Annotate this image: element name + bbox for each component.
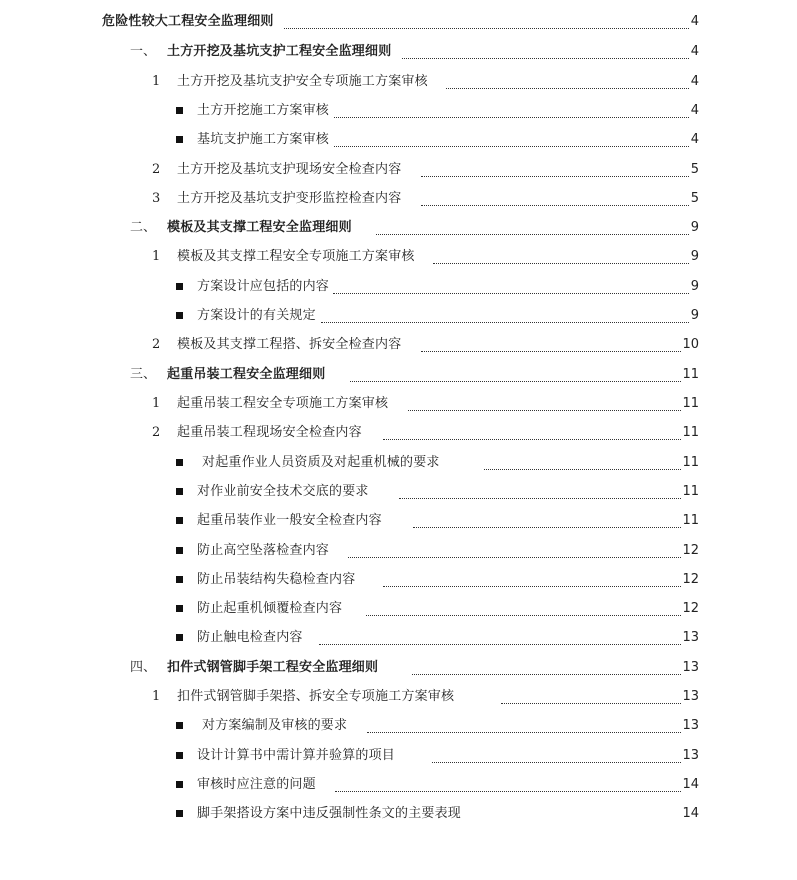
toc-entry[interactable] — [0, 624, 797, 652]
toc-page-number: 9 — [690, 308, 699, 323]
leader-dots — [484, 469, 681, 470]
toc-title: 防止高空坠落检查内容 — [197, 543, 330, 558]
toc-entry[interactable] — [0, 537, 797, 565]
toc-page-number: 13 — [682, 718, 699, 733]
toc-title: 脚手架搭设方案中违反强制性条文的主要表现 — [197, 806, 462, 821]
toc-number: 2 — [152, 425, 161, 440]
leader-dots — [412, 674, 681, 675]
toc-title: 对作业前安全技术交底的要求 — [197, 484, 369, 499]
bullet-icon — [176, 752, 183, 759]
toc-number: 三、 — [130, 367, 157, 382]
toc-entry[interactable] — [0, 566, 797, 594]
toc-page-number: 11 — [682, 367, 699, 382]
toc-entry[interactable] — [0, 38, 797, 66]
toc-page-number: 4 — [690, 74, 699, 89]
toc-number: 1 — [152, 396, 161, 411]
leader-dots — [432, 762, 681, 763]
toc-entry[interactable] — [0, 243, 797, 271]
toc-page-number: 4 — [690, 44, 699, 59]
toc-entry[interactable] — [0, 419, 797, 447]
leader-dots — [348, 557, 681, 558]
toc-page-number: 11 — [682, 484, 699, 499]
leader-dots — [333, 293, 689, 294]
toc-entry[interactable] — [0, 8, 797, 36]
leader-dots — [367, 732, 681, 733]
toc-page-number: 5 — [690, 162, 699, 177]
toc-entry[interactable] — [0, 478, 797, 506]
bullet-icon — [176, 781, 183, 788]
toc-number: 1 — [152, 249, 161, 264]
toc-entry[interactable] — [0, 595, 797, 623]
toc-number: 2 — [152, 162, 161, 177]
leader-dots — [421, 351, 681, 352]
toc-page-number: 4 — [690, 132, 699, 147]
toc-page-number: 13 — [682, 660, 699, 675]
leader-dots — [376, 234, 689, 235]
toc-title: 土方开挖及基坑支护安全专项施工方案审核 — [177, 74, 428, 89]
toc-title: 土方开挖施工方案审核 — [197, 103, 330, 118]
leader-dots — [402, 58, 689, 59]
toc-title: 起重吊装作业一般安全检查内容 — [197, 513, 382, 528]
bullet-icon — [176, 810, 183, 817]
leader-dots — [446, 88, 689, 89]
leader-dots — [350, 381, 681, 382]
toc-entry[interactable] — [0, 185, 797, 213]
toc-title: 模板及其支撑工程安全专项施工方案审核 — [177, 249, 415, 264]
toc-page-number: 11 — [682, 455, 699, 470]
toc-page-number: 9 — [690, 220, 699, 235]
leader-dots — [383, 586, 681, 587]
toc-page-number: 14 — [682, 806, 699, 821]
toc-title: 危险性较大工程安全监理细则 — [102, 14, 274, 29]
toc-entry[interactable] — [0, 273, 797, 301]
toc-entry[interactable] — [0, 449, 797, 477]
toc-page-number: 12 — [682, 543, 699, 558]
toc-title: 土方开挖及基坑支护变形监控检查内容 — [177, 191, 402, 206]
leader-dots — [399, 498, 681, 499]
toc-page-number: 10 — [682, 337, 699, 352]
toc-title: 模板及其支撑工程搭、拆安全检查内容 — [177, 337, 402, 352]
toc-page-number: 11 — [682, 396, 699, 411]
toc-entry[interactable] — [0, 771, 797, 799]
leader-dots — [501, 703, 681, 704]
toc-title: 方案设计应包括的内容 — [197, 279, 330, 294]
toc-title: 扣件式钢管脚手架搭、拆安全专项施工方案审核 — [177, 689, 455, 704]
bullet-icon — [176, 312, 183, 319]
toc-title: 起重吊装工程安全监理细则 — [167, 367, 326, 382]
toc-title: 土方开挖及基坑支护现场安全检查内容 — [177, 162, 402, 177]
leader-dots — [321, 322, 689, 323]
toc-title: 土方开挖及基坑支护工程安全监理细则 — [167, 44, 392, 59]
bullet-icon — [176, 107, 183, 114]
toc-title: 防止触电检查内容 — [197, 630, 303, 645]
toc-entry[interactable] — [0, 302, 797, 330]
toc-entry[interactable] — [0, 214, 797, 242]
toc-title: 扣件式钢管脚手架工程安全监理细则 — [167, 660, 379, 675]
bullet-icon — [176, 488, 183, 495]
toc-entry[interactable] — [0, 683, 797, 711]
leader-dots — [421, 176, 689, 177]
leader-dots — [334, 117, 689, 118]
toc-entry[interactable] — [0, 742, 797, 770]
leader-dots — [421, 205, 689, 206]
toc-entry[interactable] — [0, 507, 797, 535]
toc-number: 1 — [152, 74, 161, 89]
leader-dots — [408, 410, 681, 411]
bullet-icon — [176, 576, 183, 583]
toc-entry[interactable] — [0, 126, 797, 154]
bullet-icon — [176, 459, 183, 466]
bullet-icon — [176, 136, 183, 143]
toc-number: 二、 — [130, 220, 157, 235]
toc-page-number: 9 — [690, 279, 699, 294]
toc-entry[interactable] — [0, 800, 797, 828]
toc-entry[interactable] — [0, 361, 797, 389]
toc-title: 起重吊装工程现场安全检查内容 — [177, 425, 362, 440]
toc-entry[interactable] — [0, 97, 797, 125]
toc-entry[interactable] — [0, 68, 797, 96]
toc-entry[interactable] — [0, 156, 797, 184]
bullet-icon — [176, 634, 183, 641]
leader-dots — [335, 791, 681, 792]
toc-number: 2 — [152, 337, 161, 352]
leader-dots — [383, 439, 681, 440]
toc-entry[interactable] — [0, 331, 797, 359]
toc-page-number: 5 — [690, 191, 699, 206]
toc-page-number: 13 — [682, 630, 699, 645]
toc-page-number: 11 — [682, 425, 699, 440]
bullet-icon — [176, 605, 183, 612]
toc-title: 审核时应注意的问题 — [197, 777, 316, 792]
leader-dots — [334, 146, 689, 147]
toc-title: 模板及其支撑工程安全监理细则 — [167, 220, 352, 235]
toc-title: 设计计算书中需计算并验算的项目 — [197, 748, 396, 763]
toc-page-number: 4 — [690, 103, 699, 118]
toc-title: 基坑支护施工方案审核 — [197, 132, 330, 147]
toc-number: 一、 — [130, 44, 157, 59]
leader-dots — [284, 28, 689, 29]
toc-entry[interactable] — [0, 654, 797, 682]
bullet-icon — [176, 517, 183, 524]
leader-dots — [433, 263, 689, 264]
toc-title: 对方案编制及审核的要求 — [202, 718, 348, 733]
toc-title: 方案设计的有关规定 — [197, 308, 316, 323]
toc-title: 防止起重机倾覆检查内容 — [197, 601, 343, 616]
bullet-icon — [176, 283, 183, 290]
toc-page-number: 13 — [682, 748, 699, 763]
toc-page-number: 9 — [690, 249, 699, 264]
toc-title: 对起重作业人员资质及对起重机械的要求 — [202, 455, 440, 470]
toc-number: 四、 — [130, 660, 157, 675]
toc-page-number: 14 — [682, 777, 699, 792]
toc-page-number: 12 — [682, 572, 699, 587]
toc-page-number: 11 — [682, 513, 699, 528]
toc-page-number: 13 — [682, 689, 699, 704]
toc-number: 3 — [152, 191, 161, 206]
toc-number: 1 — [152, 689, 161, 704]
leader-dots — [366, 615, 681, 616]
leader-dots — [413, 527, 681, 528]
toc-page-number: 12 — [682, 601, 699, 616]
toc-page-number: 4 — [690, 14, 699, 29]
bullet-icon — [176, 722, 183, 729]
toc-title: 防止吊装结构失稳检查内容 — [197, 572, 356, 587]
toc-entry[interactable] — [0, 712, 797, 740]
toc-entry[interactable] — [0, 390, 797, 418]
toc-title: 起重吊装工程安全专项施工方案审核 — [177, 396, 389, 411]
bullet-icon — [176, 547, 183, 554]
leader-dots — [319, 644, 681, 645]
